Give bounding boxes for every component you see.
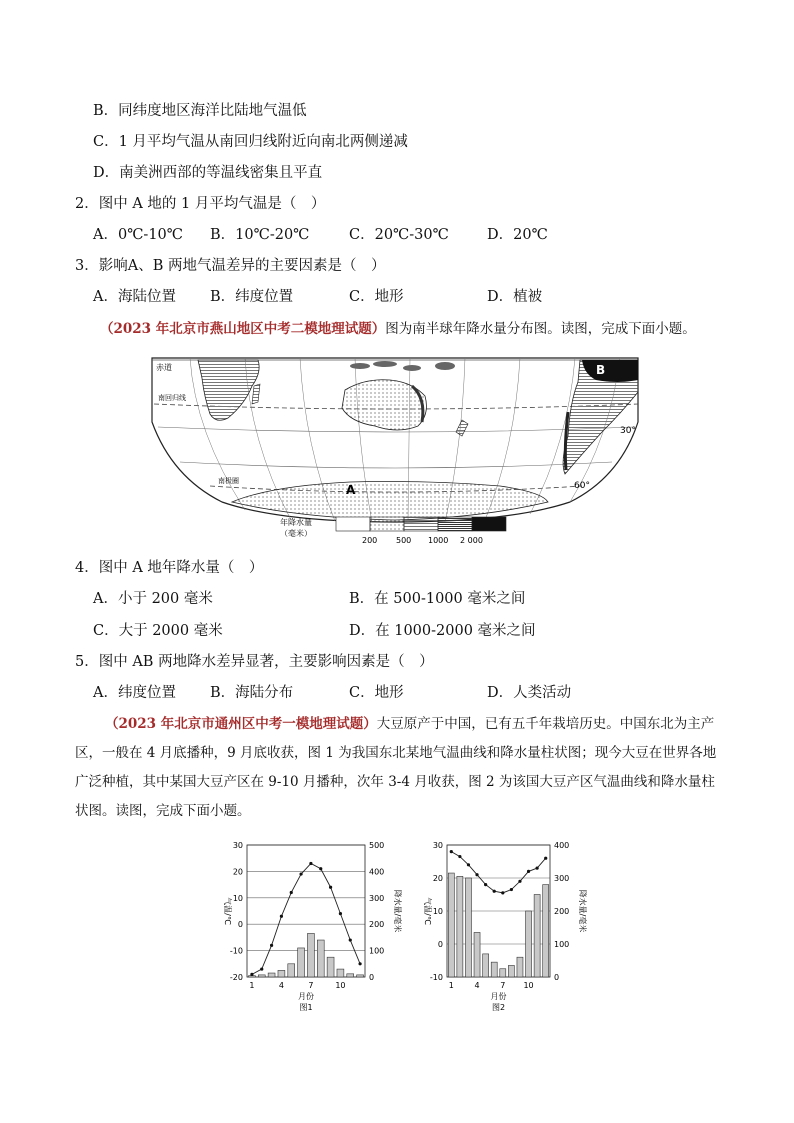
precipitation-map <box>150 352 645 544</box>
precip-bar-9 <box>517 957 523 977</box>
q2-option-d: D．20℃ <box>487 227 548 243</box>
source-2-line-1: 大豆原产于中国，已有五千年栽培历史。中国东北为主产 <box>376 716 715 732</box>
climate-chart-1 <box>215 835 405 1020</box>
temperature-point-9 <box>518 880 521 883</box>
x-tick: 10 <box>335 981 346 990</box>
temperature-point-2 <box>458 855 461 858</box>
q2-option-b: B．10℃-20℃ <box>210 227 310 243</box>
y-left-tick: 20 <box>432 874 443 883</box>
y-left-tick: 10 <box>432 907 443 916</box>
temperature-point-2 <box>260 967 263 970</box>
precip-bar-8 <box>508 965 514 977</box>
option-b-prev: B．同纬度地区海洋比陆地气温低 <box>93 103 307 119</box>
polar-label: 南极圈 <box>218 477 239 485</box>
source-2-label: （2023 年北京市通州区中考一模地理试题） <box>105 716 377 732</box>
y-right-tick: 400 <box>554 841 570 850</box>
legend-value-500: 500 <box>396 536 412 544</box>
q3-option-c: C．地形 <box>349 289 404 305</box>
precip-bar-11 <box>347 974 354 977</box>
lat-30-label: 30° <box>620 426 636 436</box>
precip-bar-4 <box>474 932 480 977</box>
y-right-tick: 500 <box>369 841 385 850</box>
option-d-prev: D．南美洲西部的等温线密集且平直 <box>93 165 323 181</box>
temperature-point-12 <box>358 962 361 965</box>
precip-bar-12 <box>357 975 364 977</box>
temperature-point-3 <box>467 863 470 866</box>
y-left-tick: 20 <box>232 867 243 877</box>
option-c-prev: C．1 月平均气温从南回归线附近向南北两侧递减 <box>93 134 408 150</box>
precip-bar-7 <box>500 969 506 977</box>
x-tick: 10 <box>523 981 534 990</box>
temperature-point-5 <box>290 891 293 894</box>
legend-value-200: 200 <box>362 536 378 544</box>
y-right-tick: 100 <box>554 940 570 949</box>
y-left-tick: 10 <box>232 893 243 903</box>
temperature-point-9 <box>329 886 332 889</box>
question-5-stem: 5．图中 AB 两地降水差异显著，主要影响因素是（ ） <box>75 654 434 670</box>
precip-bar-9 <box>327 957 334 977</box>
question-3-stem: 3．影响A、B 两地气温差异的主要因素是（ ） <box>75 258 386 274</box>
q3-option-d: D．植被 <box>487 289 543 305</box>
legend-value-2000: 2 000 <box>460 536 483 544</box>
y-right-tick: 100 <box>369 946 385 956</box>
x-axis-label: 月份 <box>298 992 314 1001</box>
precip-bar-12 <box>543 885 549 977</box>
q5-option-c: C．地形 <box>349 685 404 701</box>
y-right-tick: 200 <box>369 920 385 930</box>
precip-bar-5 <box>288 964 295 977</box>
precip-bar-2 <box>258 975 265 977</box>
y-left-tick: -10 <box>229 946 243 956</box>
precip-bar-6 <box>491 962 497 977</box>
precip-bar-3 <box>465 878 471 977</box>
temperature-point-6 <box>299 872 302 875</box>
climate-chart-2 <box>415 835 590 1020</box>
equator-label: 赤道 <box>156 363 172 372</box>
y-left-tick: 30 <box>432 841 443 850</box>
legend-title-2: （毫米） <box>280 529 312 538</box>
precip-bar-10 <box>526 911 532 977</box>
q5-option-d: D．人类活动 <box>487 685 572 701</box>
y-left-tick: 30 <box>232 841 243 850</box>
temperature-point-6 <box>493 890 496 893</box>
q2-option-a: A．0℃-10℃ <box>93 227 183 243</box>
temperature-point-4 <box>475 873 478 876</box>
temperature-point-8 <box>319 867 322 870</box>
plot-frame <box>247 845 365 977</box>
question-2-stem: 2．图中 A 地的 1 月平均气温是（ ） <box>75 196 326 212</box>
x-tick: 1 <box>249 981 255 990</box>
x-tick: 4 <box>474 981 480 990</box>
y-left-tick: 0 <box>237 920 243 930</box>
source-2-line-2: 区，一般在 4 月底播种，9 月底收获，图 1 为我国东北某地气温曲线和降水量柱状图；现今大豆在世界各地 <box>75 745 717 761</box>
y-right-label: 降水量/毫米 <box>578 889 587 933</box>
y-left-tick: 0 <box>437 940 443 949</box>
x-tick: 7 <box>308 981 314 990</box>
y-right-label: 降水量/毫米 <box>393 889 402 933</box>
point-b-label: B <box>596 363 606 377</box>
y-right-tick: 300 <box>554 874 570 883</box>
source-1-label: （2023 年北京市燕山地区中考二模地理试题） <box>100 321 386 337</box>
chart-title: 图2 <box>491 1003 506 1012</box>
source-1 <box>100 319 696 339</box>
question-4-stem: 4．图中 A 地年降水量（ ） <box>75 560 264 576</box>
y-right-tick: 400 <box>369 867 385 877</box>
temperature-point-8 <box>510 888 513 891</box>
q4-option-c: C．大于 2000 毫米 <box>93 623 223 639</box>
legend-title-1: 年降水量 <box>280 518 312 527</box>
temperature-point-12 <box>544 857 547 860</box>
precip-bar-10 <box>337 969 344 977</box>
temperature-point-4 <box>280 915 283 918</box>
q2-option-c: C．20℃-30℃ <box>349 227 449 243</box>
temperature-point-1 <box>450 850 453 853</box>
precip-bar-11 <box>534 895 540 978</box>
temperature-point-7 <box>501 891 504 894</box>
source-2-line-3: 广泛种植，其中某国大豆产区在 9-10 月播种，次年 3-4 月收获，图 2 为该国大豆产区气温曲线和降水量柱 <box>75 774 715 790</box>
precip-bar-7 <box>307 933 314 977</box>
precip-bar-2 <box>457 876 463 977</box>
q5-option-b: B．海陆分布 <box>210 685 294 701</box>
q3-option-a: A．海陆位置 <box>93 289 176 305</box>
tropic-label: 南回归线 <box>158 394 186 402</box>
precip-bar-5 <box>483 954 489 977</box>
q4-option-d: D．在 1000-2000 毫米之间 <box>349 623 536 639</box>
y-right-tick: 0 <box>369 973 375 982</box>
y-right-tick: 300 <box>369 893 385 903</box>
precip-bar-3 <box>268 973 275 977</box>
x-axis-label: 月份 <box>490 992 507 1001</box>
x-tick: 4 <box>278 981 284 990</box>
x-tick: 1 <box>448 981 454 990</box>
q4-option-a: A．小于 200 毫米 <box>93 591 213 607</box>
y-left-label: 气温/℃ <box>423 897 432 925</box>
chart-title: 图1 <box>299 1003 313 1012</box>
temperature-point-10 <box>527 870 530 873</box>
temperature-point-11 <box>536 867 539 870</box>
legend-value-1000: 1000 <box>428 536 449 544</box>
temperature-line <box>252 863 360 974</box>
source-2-line-4: 状图。读图，完成下面小题。 <box>75 803 251 819</box>
temperature-point-11 <box>349 938 352 941</box>
temperature-point-1 <box>250 973 253 976</box>
y-left-tick: -20 <box>229 973 243 982</box>
precip-bar-1 <box>448 873 454 977</box>
x-tick: 7 <box>500 981 506 990</box>
source-2-paragraph <box>75 710 719 826</box>
source-1-text: 图为南半球年降水量分布图。读图，完成下面小题。 <box>385 321 696 337</box>
y-right-tick: 200 <box>554 907 570 916</box>
temperature-point-5 <box>484 883 487 886</box>
temperature-point-3 <box>270 944 273 947</box>
precip-bar-8 <box>317 940 324 977</box>
y-left-tick: -10 <box>429 973 443 982</box>
y-left-label: 气温/℃ <box>223 897 232 925</box>
precip-bar-6 <box>298 948 305 977</box>
q5-option-a: A．纬度位置 <box>93 685 176 701</box>
map-legend <box>280 517 506 544</box>
lat-60-label: 60° <box>574 481 590 491</box>
temperature-point-7 <box>309 862 312 865</box>
y-right-tick: 0 <box>554 973 560 982</box>
temperature-point-10 <box>339 912 342 915</box>
q4-option-b: B．在 500-1000 毫米之间 <box>349 591 526 607</box>
q3-option-b: B．纬度位置 <box>210 289 294 305</box>
precip-bar-4 <box>278 970 285 977</box>
point-a-label: A <box>346 483 356 497</box>
